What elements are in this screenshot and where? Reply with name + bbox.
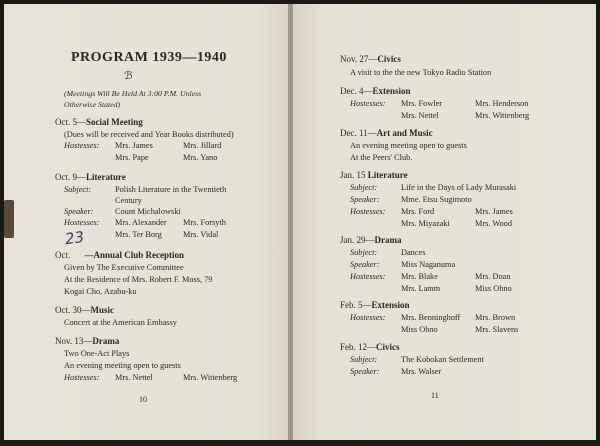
hostess-name: Mrs. Forsyth (183, 218, 226, 227)
speaker-name: Count Michalowski (115, 207, 181, 216)
entry-dec11-heading (340, 128, 433, 138)
entry-title: —Annual Club Reception (84, 250, 185, 260)
hostesses-label: Hostesses: (350, 207, 386, 216)
hostess-name: Mrs. James (475, 207, 513, 216)
entry-title: Drama (92, 336, 120, 346)
program-title: PROGRAM 1939—1940 (71, 50, 227, 65)
hostess-name: Mrs. James (115, 141, 153, 150)
entry-title: Extension (371, 300, 410, 310)
subject-text: The Kobokan Settlement (401, 355, 484, 364)
hostess-name: Mrs. Henderson (475, 99, 529, 108)
subject-label: Subject: (64, 185, 92, 194)
entry-line: Given by The Executive Committee (64, 263, 184, 272)
entry-date: Nov. 27— (340, 54, 378, 64)
subject-text-cont: Century (115, 196, 142, 205)
hostess-name: Mrs. Ter Borg (115, 230, 162, 239)
entry-jan15-heading (340, 170, 408, 180)
hostess-name: Mrs. Brown (475, 313, 516, 322)
hostess-name: Miss Ohno (401, 325, 438, 334)
hostess-name: Mrs. Fowler (401, 99, 443, 108)
entry-date: Oct. 5— (55, 117, 86, 127)
hostess-name: Mrs. Nettel (115, 373, 153, 382)
hostess-name: Mrs. Doan (475, 272, 511, 281)
entry-date: Feb. 5— (340, 300, 372, 310)
hostess-name: Mrs. Miyazaki (401, 219, 450, 228)
hostess-name: Mrs. Vidal (183, 230, 219, 239)
entry-line: An evening meeting open to guests (350, 141, 467, 150)
meeting-time-note-line2: Otherwise Stated) (64, 100, 121, 109)
subject-text: Dances (401, 248, 426, 257)
subject-text: Life in the Days of Lady Murasaki (401, 183, 517, 192)
hostess-name: Mrs. Nettel (401, 111, 439, 120)
handwritten-annotation: 23 (63, 227, 86, 249)
left-page (4, 4, 291, 440)
entry-date: Jan. 15 (340, 170, 368, 180)
entry-date: Dec. 4— (340, 86, 373, 96)
entry-title: Literature (86, 172, 126, 182)
hostess-name: Mrs. Jillard (183, 141, 222, 150)
page-number: 10 (139, 395, 147, 404)
entry-feb12-heading (340, 342, 400, 352)
entry-oct9-heading (55, 172, 126, 182)
entry-title: Civics (377, 54, 401, 64)
entry-title: Social Meeting (86, 117, 143, 127)
hostess-name: Mrs. Ford (401, 207, 435, 216)
hostess-name: Mrs. Lamm (401, 284, 441, 293)
hostess-name: Mrs. Slavens (475, 325, 519, 334)
hostess-name: Mrs. Wood (475, 219, 512, 228)
entry-nov13-heading (55, 336, 119, 346)
entry-title: Extension (372, 86, 411, 96)
entry-oct30-heading (55, 305, 114, 315)
entry-feb5-heading (340, 300, 410, 310)
hostess-name: Mrs. Wittenberg (475, 111, 530, 120)
entry-nov27-heading (340, 54, 401, 64)
subject-label: Subject: (350, 183, 378, 192)
entry-line: A visit to the the new Tokyo Radio Station (350, 68, 492, 77)
entry-line: Kogai Cho, Azabu-ku (64, 287, 137, 296)
speaker-label: Speaker: (64, 207, 94, 216)
hostess-name: Mrs. Benninghoff (401, 313, 461, 322)
entry-title: Art and Music (376, 128, 433, 138)
hostesses-label: Hostesses: (350, 272, 386, 281)
entry-line: Concert at the American Embassy (64, 318, 177, 327)
hostesses-label: Hostesses: (64, 141, 100, 150)
hostesses-label: Hostesses: (350, 99, 386, 108)
subject-label: Subject: (350, 248, 378, 257)
hostess-name: Mrs. Alexander (115, 218, 167, 227)
speaker-name: Mme. Etsu Sugimoto (401, 195, 472, 204)
entry-date: Oct. (55, 250, 73, 260)
meeting-time-note-line1: (Meetings Will Be Held At 3:00 P.M. Unless (64, 89, 202, 98)
hostesses-label: Hostesses: (64, 373, 100, 382)
entry-line: An evening meeting open to guests (64, 361, 181, 370)
entry-jan29-heading (340, 235, 402, 245)
ornament-mark: ℬ (124, 69, 133, 82)
subject-label: Subject: (350, 355, 378, 364)
entry-date: Oct. 30— (55, 305, 91, 315)
hostess-name: Mrs. Yano (183, 153, 218, 162)
hostess-name: Miss Ohno (475, 284, 512, 293)
hostesses-label: Hostesses: (64, 218, 100, 227)
hostess-name: Mrs. Blake (401, 272, 438, 281)
entry-line: At the Peers' Club. (350, 153, 413, 162)
entry-line: At the Residence of Mrs. Robert F. Moss, 79 (64, 275, 213, 284)
hostess-name: Mrs. Pape (115, 153, 149, 162)
entry-title: Music (90, 305, 114, 315)
entry-date: Jan. 29— (340, 235, 375, 245)
entry-title: Drama (374, 235, 402, 245)
page-number: 11 (431, 391, 439, 400)
entry-date: Nov. 13— (55, 336, 93, 346)
entry-date: Oct. 9— (55, 172, 86, 182)
speaker-label: Speaker: (350, 260, 380, 269)
speaker-label: Speaker: (350, 195, 380, 204)
speaker-name: Mrs. Walser (401, 367, 442, 376)
speaker-name: Miss Naganuma (401, 260, 456, 269)
entry-date: Dec. 11— (340, 128, 377, 138)
entry-oct5-desc: (Dues will be received and Year Books distributed) (64, 130, 234, 139)
entry-date: Feb. 12— (340, 342, 376, 352)
subject-text: Polish Literature in the Twentieth (115, 185, 227, 194)
binding-tab (4, 200, 14, 238)
hostess-name: Mrs. Wittenberg (183, 373, 238, 382)
entry-title: Literature (367, 170, 408, 180)
entry-oct5-heading (55, 117, 143, 127)
entry-oct23-heading (55, 250, 184, 260)
entry-title: Civics (376, 342, 400, 352)
speaker-label: Speaker: (350, 367, 380, 376)
right-page (293, 4, 596, 440)
hostesses-label: Hostesses: (350, 313, 386, 322)
entry-dec4-heading (340, 86, 411, 96)
entry-line: Two One-Act Plays (64, 349, 130, 358)
